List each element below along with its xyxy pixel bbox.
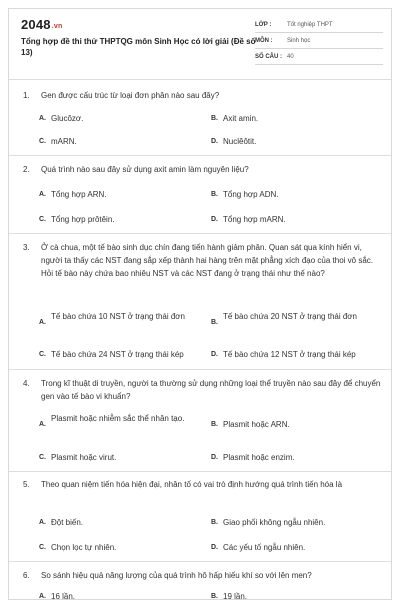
meta-key: SỐ CÂU : — [255, 54, 282, 60]
meta-key: MÔN : — [255, 38, 273, 44]
meta-row-class — [255, 17, 383, 33]
meta-value: 40 — [287, 54, 294, 60]
meta-row-subject — [255, 33, 383, 49]
divider — [9, 233, 392, 234]
meta-value: Tốt nghiệp THPT — [287, 22, 333, 28]
question-number: 4. — [23, 379, 30, 388]
question-text: Gen được cấu trúc từ loại đơn phân nào sau đây? — [41, 91, 220, 100]
question-number: 5. — [23, 480, 30, 489]
question-number: 3. — [23, 243, 30, 252]
site-logo[interactable]: 2048.vn — [21, 17, 63, 32]
divider — [9, 79, 392, 80]
divider — [9, 155, 392, 156]
question-text: Trong kĩ thuật di truyền, người ta thường sử dụng những loại thể truyền nào sau đây để chuyển gen vào tế bào vi khuẩn? — [41, 379, 381, 401]
exam-page: 2048.vn Tổng hợp đề thi thử THPTQG môn Sinh Học có lời giải (Đề số 13) LỚP : Tốt nghiệp THPT MÔN : Sinh học SỐ CÂU : 40 1. Gen được cấu trúc từ loại đơn phân nào sau đây? A. Glucôzơ. B. Axit amin. C. mARN. D. Nuclêôtit. 2. Quá trình nào sau đây sử dụng axit amin làm nguyên liệu? A. Tổng hợp ARN. B. Tổng hợp ADN. C. Tổng hợp prôtêin. D. Tổng hợp mARN. 3. Ở cà chua, một tế bào sinh dục chín đang tiến hành giảm phân. Quan sát qua kính hiển vi, người ta thấy các NST đang sắp xếp thành hai hàng trên mặt phẳng xích đạo của thoi vô sắc. Hỏi tế bào này chứa bao nhiêu NST và các NST đang ở trạng thái như thế nào? A. Tế bào chứa 10 NST ở trạng thái đơn B. Tế bào chứa 20 NST ở trạng thái đơn C. Tế bào chứa 24 NST ở trạng thái kép D. Tế bào chứa 12 NST ở trạng thái kép 4. Trong kĩ thuật di truyền, người ta thường sử dụng những loại thể truyền nào sau đây để chuyển gen vào tế bào vi khuẩn? A. Plasmit hoặc nhiễm sắc thể nhân tạo. B. Plasmit hoặc ARN. C. Plasmit hoặc virut. D. Plasmit hoặc enzim. 5. Theo quan niệm tiến hóa hiện đại, nhân tố có vai trò định hướng quá trình tiến hóa là A. Đột biến. B. Giao phối không ngẫu nhiên. C. Chọn lọc tự nhiên. D. Các yếu tố ngẫu nhiên. 6. So sánh hiệu quả năng lượng của quá trình hô hấp hiếu khí so với lên men? A. 16 lần. B. 19 lần. — [8, 8, 392, 600]
divider — [9, 471, 392, 472]
exam-header — [9, 9, 392, 79]
question-number: 2. — [23, 165, 30, 174]
meta-key: LỚP : — [255, 22, 272, 28]
question-text: Theo quan niệm tiến hóa hiện đại, nhân tố có vai trò định hướng quá trình tiến hóa là — [41, 480, 343, 489]
meta-value: Sinh học — [287, 38, 311, 44]
divider — [9, 561, 392, 562]
divider — [9, 369, 392, 370]
exam-meta — [255, 17, 383, 65]
question-text: So sánh hiệu quả năng lượng của quá trình hô hấp hiếu khí so với lên men? — [41, 571, 312, 580]
question-number: 6. — [23, 571, 30, 580]
question-number: 1. — [23, 91, 30, 100]
question-text: Ở cà chua, một tế bào sinh dục chín đang tiến hành giảm phân. Quan sát qua kính hiển vi, người ta thấy các NST đang sắp xếp thành hai hàng trên mặt phẳng xích đạo của thoi vô sắc. Hỏi tế bào này chứa bao nhiêu NST và các NST đang ở trạng thái như thế nào? — [41, 243, 373, 278]
meta-row-count — [255, 49, 383, 65]
question-text: Quá trình nào sau đây sử dụng axit amin làm nguyên liệu? — [41, 165, 249, 174]
exam-title: Tổng hợp đề thi thử THPTQG môn Sinh Học có lời giải (Đề số 13) — [21, 37, 256, 57]
